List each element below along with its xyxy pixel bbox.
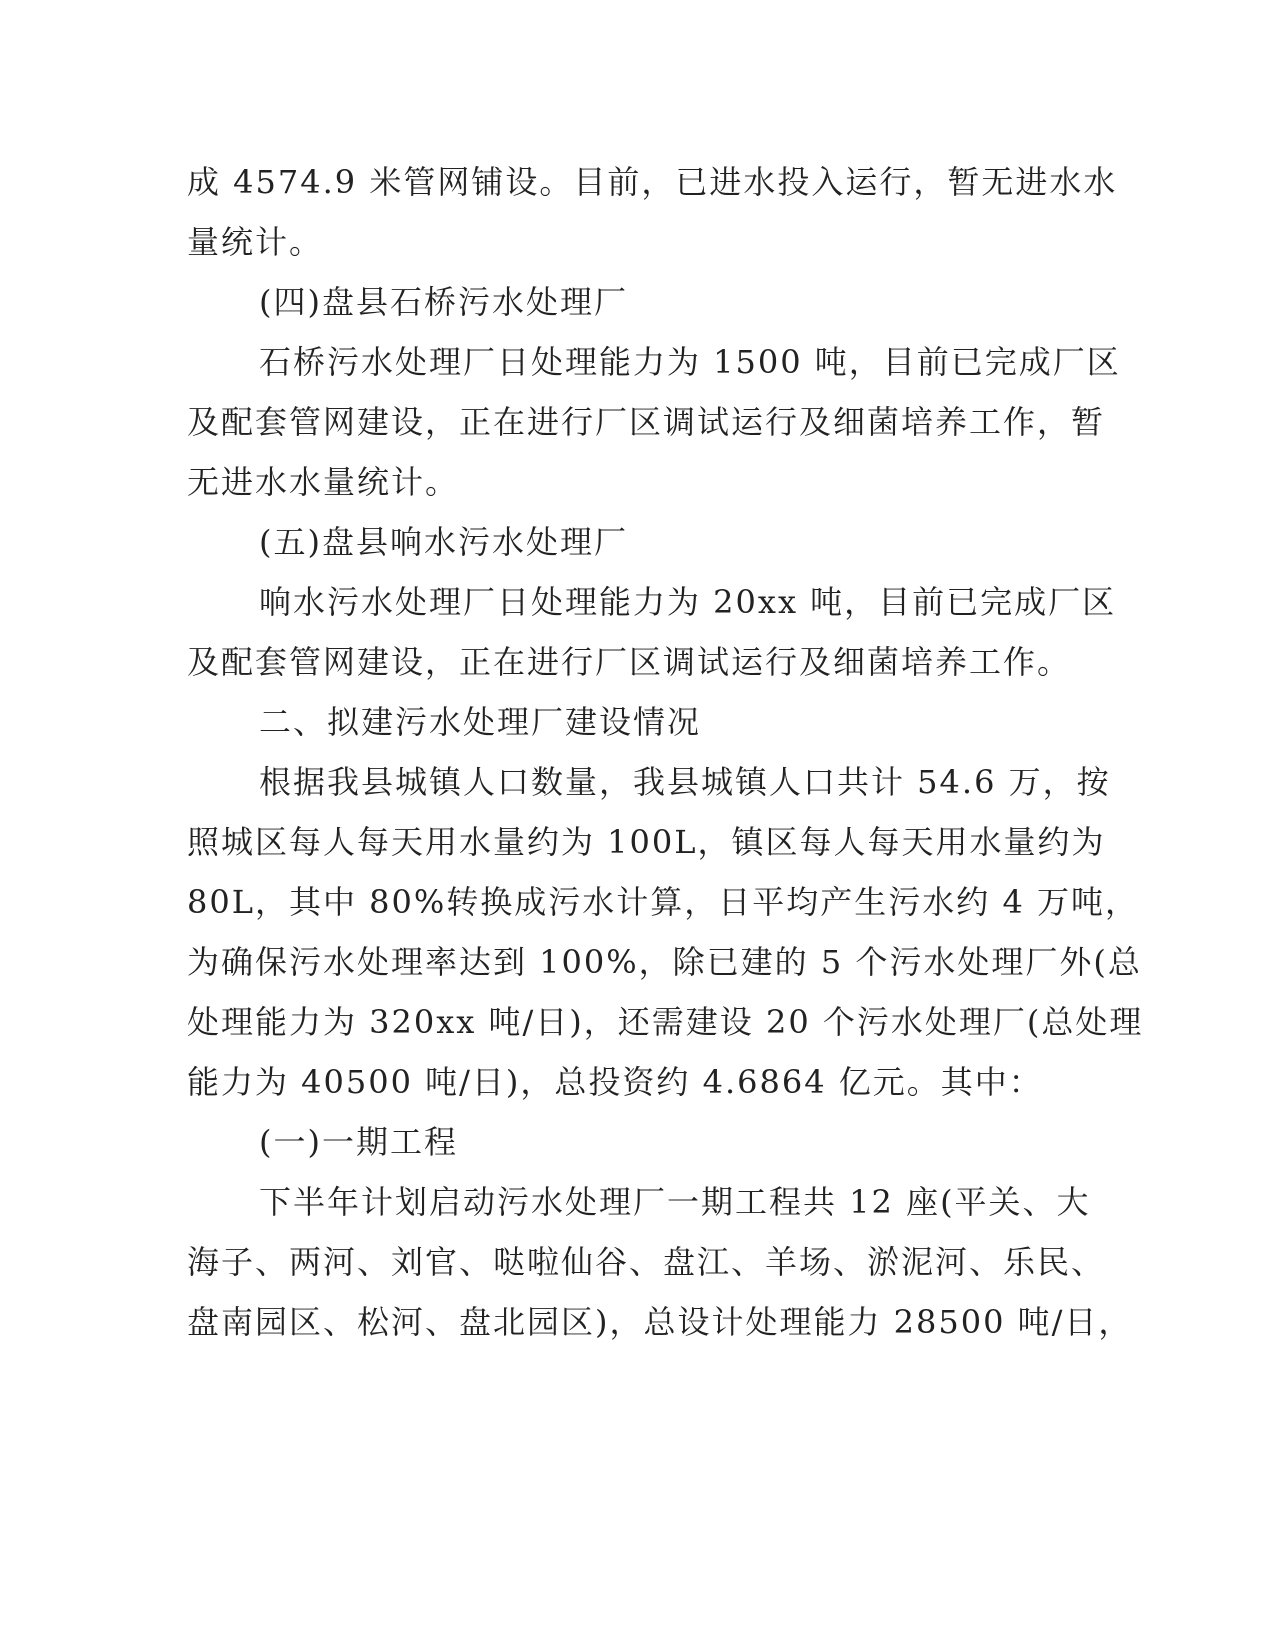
paragraph-line: 及配套管网建设，正在进行厂区调试运行及细菌培养工作。 (187, 643, 1072, 681)
paragraph-line: 及配套管网建设，正在进行厂区调试运行及细菌培养工作，暂 (187, 403, 1106, 441)
paragraph-line: 石桥污水处理厂日处理能力为 1500 吨，目前已完成厂区 (259, 343, 1121, 381)
section-heading: (五)盘县响水污水处理厂 (259, 523, 628, 561)
section-heading: (四)盘县石桥污水处理厂 (259, 283, 628, 321)
paragraph-line: 成 4574.9 米管网铺设。目前，已进水投入运行，暂无进水水 (187, 163, 1118, 201)
paragraph-line: 无进水水量统计。 (187, 463, 460, 501)
paragraph-line: 照城区每人每天用水量约为 100L，镇区每人每天用水量约为 (187, 823, 1106, 861)
document-body (187, 152, 1144, 1352)
paragraph-line: 为确保污水处理率达到 100%，除已建的 5 个污水处理厂外(总 (187, 943, 1142, 981)
paragraph-line: 处理能力为 320xx 吨/日)，还需建设 20 个污水处理厂(总处理 (187, 1003, 1144, 1041)
paragraph-line: 80L，其中 80%转换成污水计算，日平均产生污水约 4 万吨， (187, 883, 1139, 921)
paragraph-line: 根据我县城镇人口数量，我县城镇人口共计 54.6 万，按 (259, 763, 1111, 801)
paragraph-line: 能力为 40500 吨/日)，总投资约 4.6864 亿元。其中： (187, 1063, 1043, 1101)
section-heading: 二、拟建污水处理厂建设情况 (259, 703, 702, 741)
paragraph-line: 量统计。 (187, 223, 324, 261)
paragraph-line: 海子、两河、刘官、哒啦仙谷、盘江、羊场、淤泥河、乐民、 (187, 1243, 1106, 1281)
paragraph-line: 响水污水处理厂日处理能力为 20xx 吨，目前已完成厂区 (259, 583, 1117, 621)
section-heading: (一)一期工程 (259, 1123, 458, 1161)
paragraph-line: 下半年计划启动污水处理厂一期工程共 12 座(平关、大 (259, 1183, 1091, 1221)
paragraph-line: 盘南园区、松河、盘北园区)，总设计处理能力 28500 吨/日， (187, 1303, 1133, 1341)
